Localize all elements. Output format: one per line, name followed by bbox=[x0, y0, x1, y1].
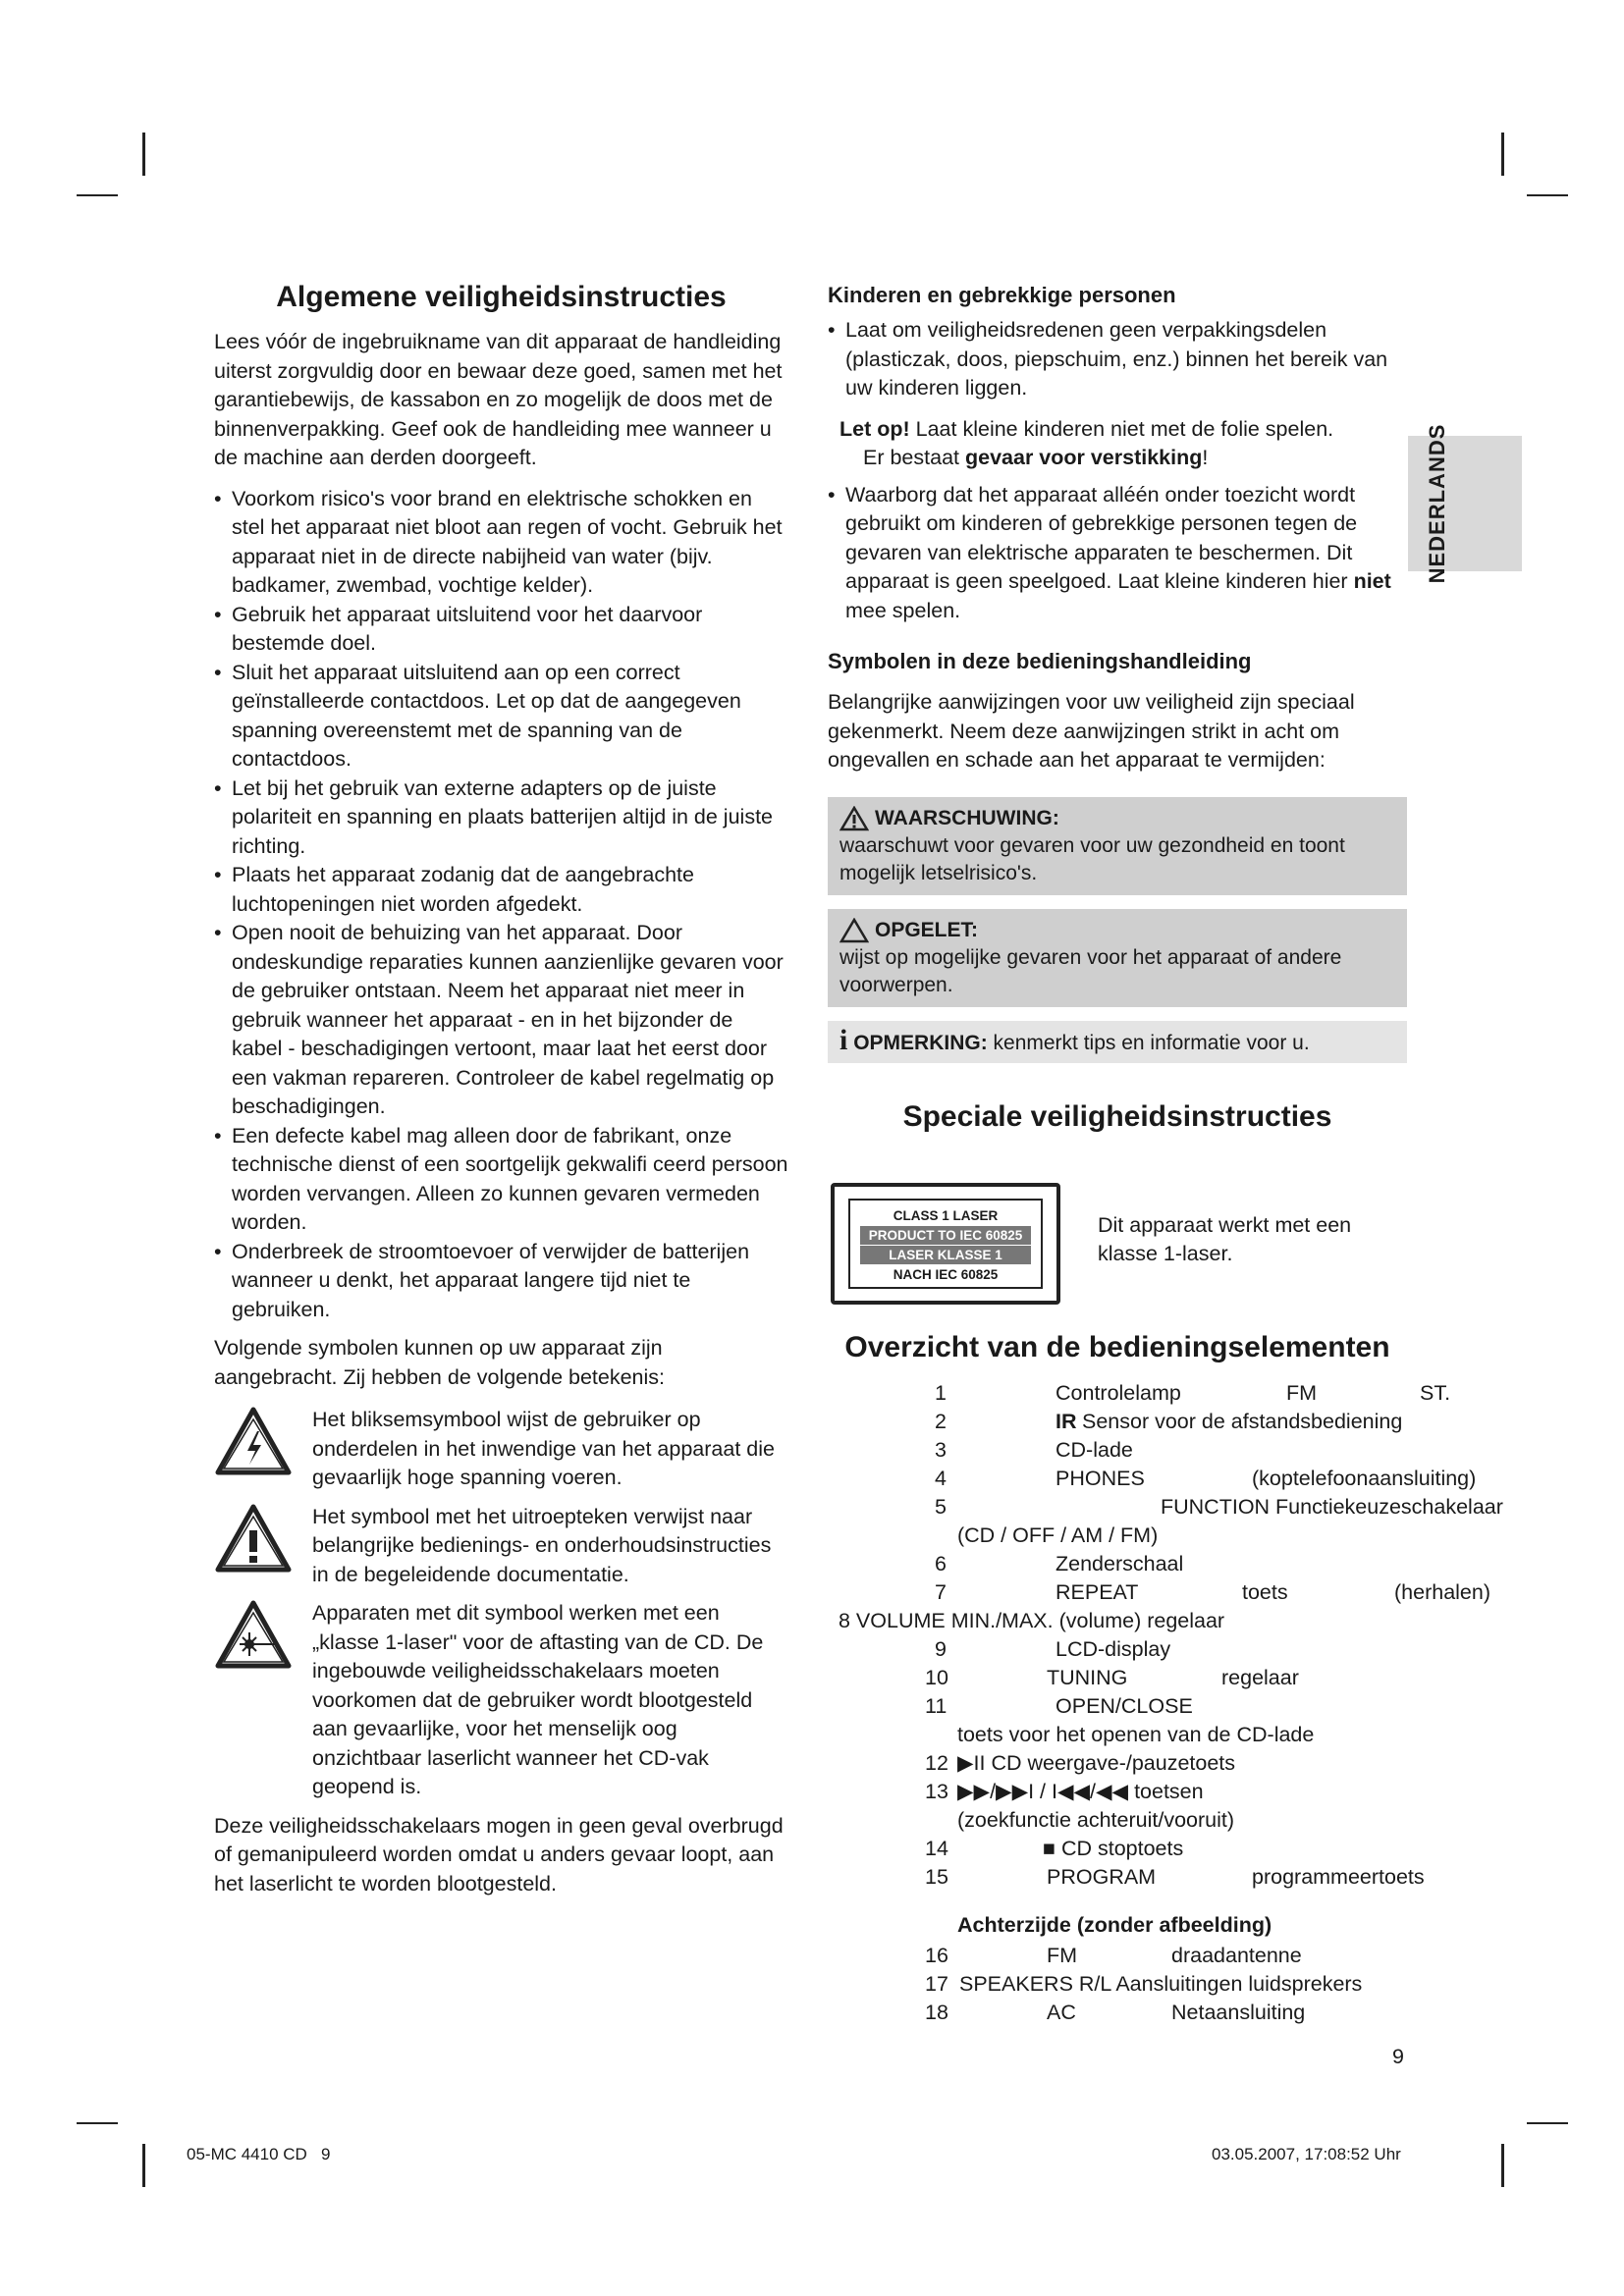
list-item: • Let bij het gebruik van externe adapters op de juiste polariteit en spanning en plaats batterijen altijd in de juiste richting. bbox=[214, 775, 774, 858]
crop-mark bbox=[1527, 194, 1568, 196]
caution-label: OPGELET: bbox=[875, 918, 979, 941]
crop-mark bbox=[77, 194, 118, 196]
list-item: • Gebruik het apparaat uitsluitend voor het daarvoor bestemde doel. bbox=[214, 602, 703, 655]
laser-line: CLASS 1 LASER bbox=[893, 1208, 999, 1223]
symbols-heading: Symbolen in deze bedieningshandleiding bbox=[828, 649, 1252, 673]
closing-paragraph: Deze veiligheidsschakelaars mogen in geen geval overbrugd of gemanipuleerd worden omdat u anders gevaar loopt, aan het laserlicht te worden blootgesteld. bbox=[214, 1813, 784, 1896]
list-item: • Voorkom risico's voor brand en elektrische schokken en stel het apparaat niet bloot aan regen of vocht. Gebruik het apparaat niet in de directe nabijheid van water (bijv. badkamer, zwembad, vochtige kelder). bbox=[214, 486, 783, 597]
info-icon: i bbox=[839, 1023, 848, 1056]
laser-warning-icon bbox=[214, 1599, 295, 1802]
exclamation-symbol-text: Het symbool met het uitroepteken verwijst naar belangrijke bedienings- en onderhoudsinstructies in de begeleidende documentatie. bbox=[312, 1504, 772, 1586]
symbols-paragraph: Belangrijke aanwijzingen voor uw veiligheid zijn speciaal gekenmerkt. Neem deze aanwijzingen strikt in acht om ongevallen en schade aan het apparaat te vermijden: bbox=[828, 690, 1355, 772]
language-tab-label: NEDERLANDS bbox=[1425, 423, 1449, 584]
lightning-symbol-text: Het bliksemsymbool wijst de gebruiker op onderdelen in het inwendige van het apparaat die gevaarlijk hoge spanning voeren. bbox=[312, 1408, 775, 1489]
crop-mark bbox=[142, 2144, 145, 2187]
let-op-line2-end: ! bbox=[1202, 446, 1209, 469]
exclamation-warning-icon bbox=[214, 1503, 295, 1590]
laser-description: Dit apparaat werkt met een klasse 1-laser. bbox=[1098, 1213, 1352, 1265]
laser-line: LASER KLASSE 1 bbox=[860, 1246, 1031, 1264]
laser-symbol-row bbox=[214, 1599, 788, 1802]
crop-mark bbox=[1501, 133, 1504, 176]
intro-paragraph: Lees vóór de ingebruikname van dit apparaat de handleiding uiterst zorgvuldig door en bewaar deze goed, samen met het garantiebewijs, de kassabon en zo mogelijk de doos met de binnenverpakking. Geef ook de handleiding mee wanneer u de machine aan derden doorgeeft. bbox=[214, 330, 783, 469]
symbols-intro: Volgende symbolen kunnen op uw apparaat zijn aangebracht. Zij hebben de volgende betekenis: bbox=[214, 1336, 666, 1389]
list-item: • Open nooit de behuizing van het apparaat. Door ondeskundige reparaties kunnen aanzienlijke gevaren voor de gebruiker ontstaan. Neem het apparaat niet meer in gebruik wanneer het apparaat - en in het bijzonder de kabel - beschadigingen vertoont, maar laat het eerst door een vakman repareren. Controleer de kabel regelmatig op beschadigingen. bbox=[214, 921, 784, 1118]
caution-triangle-icon bbox=[839, 918, 869, 943]
caution-box bbox=[828, 909, 1407, 1007]
crop-mark bbox=[77, 2122, 118, 2124]
list-item: • Laat om veiligheidsredenen geen verpakkingsdelen (plasticzak, doos, piepschuim, enz.) binnen het bereik van uw kinderen liggen. bbox=[828, 318, 1388, 400]
let-op-text: Laat kleine kinderen niet met de folie spelen. bbox=[915, 416, 1334, 441]
special-safety-title: Speciale veiligheidsinstructies bbox=[902, 1099, 1332, 1133]
note-box bbox=[828, 1021, 1407, 1063]
lightning-warning-icon bbox=[214, 1406, 295, 1493]
crop-mark bbox=[1527, 2122, 1568, 2124]
crop-mark bbox=[142, 133, 145, 176]
list-item: • Plaats het apparaat zodanig dat de aangebrachte luchtopeningen niet worden afgedekt. bbox=[214, 863, 694, 916]
warning-text: waarschuwt voor gevaren voor uw gezondheid en toont mogelijk letselrisico's. bbox=[839, 833, 1345, 884]
crop-mark bbox=[1501, 2144, 1504, 2187]
caution-text: wijst op mogelijke gevaren voor het apparaat of andere voorwerpen. bbox=[839, 945, 1342, 996]
lightning-symbol-row bbox=[214, 1406, 788, 1493]
list-item: • Waarborg dat het apparaat alléén onder toezicht wordt gebruikt om kinderen of gebrekkige personen tegen de gevaren van elektrische apparaten te beschermen. Dit apparaat is geen speelgoed. Laat kleine kinderen hier niet mee spelen. bbox=[828, 482, 1391, 622]
footer-left: 05-MC 4410 CD 9 bbox=[187, 2145, 331, 2163]
let-op-line2: Er bestaat bbox=[863, 446, 959, 469]
let-op-label: Let op! bbox=[839, 416, 910, 441]
warning-label: WAARSCHUWING: bbox=[875, 806, 1059, 829]
overview-title: Overzicht van de bedieningselementen bbox=[844, 1331, 1390, 1363]
suffocation-warning: gevaar voor verstikking bbox=[964, 446, 1203, 469]
kids-heading: Kinderen en gebrekkige personen bbox=[828, 283, 1176, 307]
left-column bbox=[214, 281, 788, 1898]
right-column bbox=[828, 283, 1407, 1134]
let-op-note bbox=[839, 415, 1407, 473]
warning-box bbox=[828, 797, 1407, 895]
safety-bullet-list bbox=[214, 485, 788, 1325]
list-item: • Sluit het apparaat uitsluitend aan op een correct geïnstalleerde contactdoos. Let op dat de aangegeven spanning overeenstemt met de spanning van de contactdoos. bbox=[214, 660, 741, 771]
note-label: OPMERKING: bbox=[853, 1031, 988, 1054]
note-text: kenmerkt tips en informatie voor u. bbox=[993, 1031, 1310, 1054]
laser-symbol-text: Apparaten met dit symbool werken met een „klasse 1-laser" voor de aftasting van de CD. De ingebouwde veiligheidsschakelaars moeten voorkomen dat de gebruiker wordt blootgesteld aan gevaarlijke, voor het menselijk oog onzichtbaar laserlicht wanneer het CD-vak geopend is. bbox=[312, 1601, 764, 1798]
laser-line: NACH IEC 60825 bbox=[893, 1267, 999, 1282]
list-item: • Een defecte kabel mag alleen door de fabrikant, onze technische dienst of een soortgelijk gekwalifi ceerd persoon worden vervangen. Alleen zo kunnen gevaren vermeden worden. bbox=[214, 1123, 788, 1234]
footer-right: 03.05.2007, 17:08:52 Uhr bbox=[1212, 2145, 1401, 2163]
laser-line: PRODUCT TO IEC 60825 bbox=[860, 1226, 1031, 1245]
page-number: 9 bbox=[1392, 2045, 1404, 2068]
general-safety-title: Algemene veiligheidsinstructies bbox=[276, 281, 727, 313]
exclamation-symbol-row bbox=[214, 1503, 788, 1590]
warning-triangle-icon bbox=[839, 806, 869, 831]
laser-class-label bbox=[831, 1183, 1060, 1305]
language-tab bbox=[1408, 423, 1522, 584]
list-item: • Onderbreek de stroomtoevoer of verwijder de batterijen wanneer u denkt, het apparaat langere tijd niet te gebruiken. bbox=[214, 1239, 750, 1321]
